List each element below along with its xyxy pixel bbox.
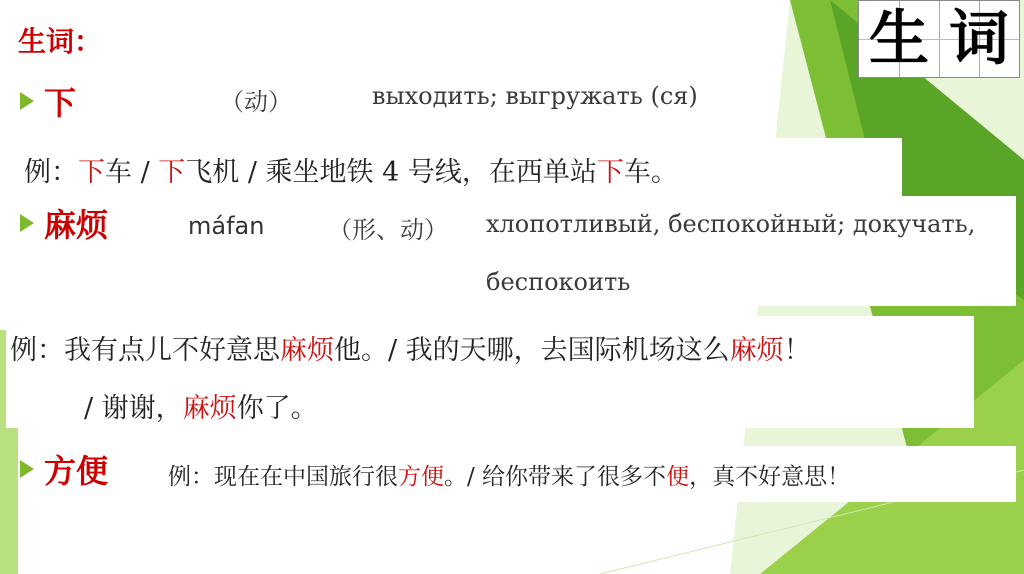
example-text: 例：现在在中国旅行很 xyxy=(168,464,398,490)
entry-pos: （形、动） xyxy=(328,216,448,244)
example-box xyxy=(160,446,1016,502)
example-sentence xyxy=(10,328,811,367)
example-text: ，真不好意思！ xyxy=(689,464,851,490)
entry-meaning-cont: беспокоить xyxy=(486,268,631,296)
example-highlight: 下 xyxy=(158,157,186,188)
example-highlight: 麻烦 xyxy=(182,393,237,424)
example-highlight: 麻烦 xyxy=(729,335,784,366)
entry-word: 麻烦 xyxy=(44,206,109,244)
example-sentence xyxy=(168,458,850,491)
example-highlight: 方便 xyxy=(398,464,444,490)
bullet-arrow-icon xyxy=(20,214,34,232)
example-sentence xyxy=(84,386,318,425)
bullet-arrow-icon xyxy=(20,460,34,478)
example-highlight: 便 xyxy=(666,464,690,490)
example-box xyxy=(0,138,902,196)
logo-char-1: 生 xyxy=(869,4,929,74)
entry-pinyin: máfan xyxy=(188,212,265,240)
example-text: 你了。 xyxy=(236,393,318,424)
example-text: 他。/ 我的天哪，去国际机场这么 xyxy=(334,335,730,366)
bullet-arrow-icon xyxy=(20,92,34,110)
entry-meaning: хлопотливый, беспокойный; докучать, xyxy=(486,210,976,238)
entry-word: 方便 xyxy=(44,452,109,490)
example-highlight: 下 xyxy=(78,157,105,188)
example-box xyxy=(6,316,974,428)
page-title: 生词： xyxy=(18,25,103,58)
example-text: ！ xyxy=(783,335,811,366)
logo-char-2: 词 xyxy=(949,4,1009,74)
entry-meaning: выходить; выгружать (ся) xyxy=(372,82,698,110)
example-text: 。/ 给你带来了很多不 xyxy=(444,464,667,490)
example-text: 车 / xyxy=(105,157,159,188)
example-sentence xyxy=(24,150,678,189)
vocabulary-logo xyxy=(858,0,1020,78)
example-highlight: 下 xyxy=(596,157,624,188)
example-text: 飞机 / 乘坐地铁 4 号线，在西单站 xyxy=(185,157,597,188)
example-text: / 谢谢， xyxy=(84,393,183,424)
example-highlight: 麻烦 xyxy=(280,335,334,366)
entry-pos: （动） xyxy=(220,88,292,116)
entry-word: 下 xyxy=(44,84,77,122)
example-text: 例：我有点儿不好意思 xyxy=(10,335,280,366)
example-text: 例： xyxy=(24,157,78,188)
example-text: 车。 xyxy=(623,157,678,188)
